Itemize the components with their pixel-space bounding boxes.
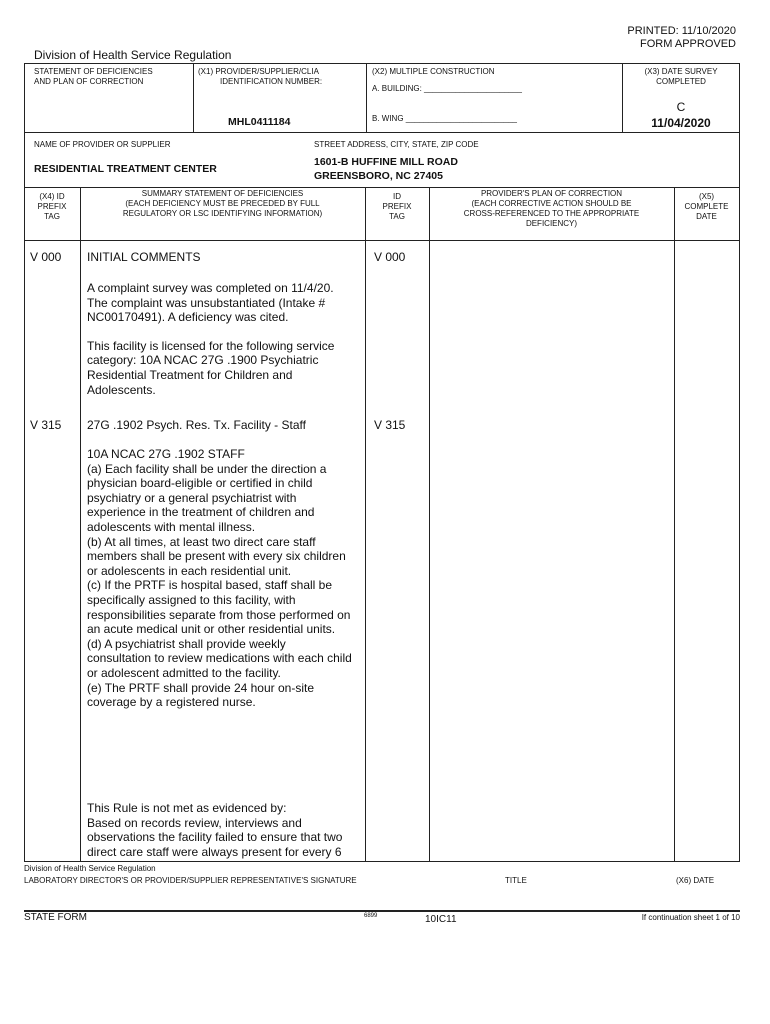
address-label: STREET ADDRESS, CITY, STATE, ZIP CODE: [314, 140, 479, 149]
title-label: TITLE: [505, 876, 527, 885]
x3-label-2: COMPLETED: [656, 77, 706, 86]
x4-line-1: (X4) ID: [39, 192, 65, 201]
entry-body-evidence: [87, 801, 367, 859]
agency-title: Division of Health Service Regulation: [34, 48, 232, 62]
id-line-2: PREFIX: [382, 202, 412, 211]
body-bottom-border: [24, 861, 740, 862]
entry-title-initial-comments: INITIAL COMMENTS: [87, 250, 201, 264]
id-line-3: TAG: [389, 212, 405, 221]
survey-date: 11/04/2020: [651, 116, 711, 130]
divider-x1: [193, 63, 194, 133]
paragraph: 10A NCAC 27G .1902 STAFF (a) Each facility shall be under the direction a physician board-eligible or certified in child psychiatry or a general psychiatrist with experience in the treatment of children and adolescents with mental illness. (b) At all times, at least two direct care staff members shall be present with every six children or adolescents in each residential unit. (c) If the PRTF is hospital based, staff shall be specifically assigned to this facility, with responsibilities separate from those performed on an acute medical unit or other residential units. (d) A psychiatrist shall provide weekly consultation to review medications with each child or adolescent admitted to the facility. (e) The PRTF shall provide 24 hour on-site coverage by a registered nurse.: [87, 447, 352, 710]
summary-line-3: REGULATORY OR LSC IDENTIFYING INFORMATION): [122, 209, 323, 218]
x4-line-3: TAG: [44, 212, 60, 221]
entry-body-initial: [87, 281, 367, 411]
x2-label: (X2) MULTIPLE CONSTRUCTION: [372, 67, 495, 76]
provider-name: RESIDENTIAL TREATMENT CENTER: [34, 163, 217, 175]
entry-tag-right-v315: V 315: [374, 418, 406, 432]
printed-date: PRINTED: 11/10/2020: [627, 25, 736, 37]
statement-label-1: STATEMENT OF DEFICIENCIES: [34, 67, 153, 76]
plan-line-2: (EACH CORRECTIVE ACTION SHOULD BE: [471, 199, 632, 208]
summary-line-1: SUMMARY STATEMENT OF DEFICIENCIES: [141, 189, 304, 198]
entry-tag-v000: V 000: [30, 250, 62, 264]
footer-agency: Division of Health Service Regulation: [24, 864, 156, 873]
building-label: A. BUILDING: ______________________: [372, 84, 522, 93]
entry-body-staff: [87, 447, 367, 724]
right-border: [739, 63, 740, 241]
top-border: [24, 63, 740, 64]
entry-title-staff: 27G .1902 Psych. Res. Tx. Facility - Staff: [87, 418, 306, 432]
statement-label-2: AND PLAN OF CORRECTION: [34, 77, 144, 86]
form-number: 6899: [364, 913, 378, 919]
x3-label-1: (X3) DATE SURVEY: [644, 67, 718, 76]
x1-label-2: IDENTIFICATION NUMBER:: [220, 77, 323, 86]
col-divider-4: [674, 187, 675, 862]
x5-line-2: COMPLETE: [684, 202, 729, 211]
wing-label: B. WING _________________________: [372, 114, 518, 123]
paragraph: This facility is licensed for the following service category: 10A NCAC 27G .1900 Psychiatric Residential Treatment for Children and Adolescents.: [87, 338, 335, 397]
address-line-1: 1601-B HUFFINE MILL ROAD: [314, 156, 458, 168]
provider-name-label: NAME OF PROVIDER OR SUPPLIER: [34, 140, 171, 149]
date-label: (X6) DATE: [676, 876, 715, 885]
form-approved: FORM APPROVED: [640, 38, 736, 50]
x1-label-1: (X1) PROVIDER/SUPPLIER/CLIA: [198, 67, 319, 76]
box-divider-2: [24, 187, 740, 188]
id-line-1: ID: [393, 192, 401, 201]
body-right-border: [739, 240, 740, 862]
id-header: [365, 192, 429, 222]
box-divider-3: [24, 240, 740, 241]
x5-line-1: (X5): [698, 192, 715, 201]
x5-header: [674, 192, 739, 222]
x3-code: C: [676, 100, 686, 114]
plan-header: [429, 189, 674, 229]
signature-label: LABORATORY DIRECTOR'S OR PROVIDER/SUPPLIER REPRESENTATIVE'S SIGNATURE: [24, 876, 357, 885]
x4-line-2: PREFIX: [37, 202, 67, 211]
entry-tag-right-v000: V 000: [374, 250, 406, 264]
plan-line-4: DEFICIENCY): [525, 219, 578, 228]
col-divider-3: [429, 187, 430, 862]
summary-line-2: (EACH DEFICIENCY MUST BE PRECEDED BY FULL: [125, 199, 320, 208]
body-left-border: [24, 240, 25, 862]
event-id: 10IC11: [425, 914, 457, 925]
continuation-sheet: If continuation sheet 1 of 10: [641, 913, 740, 922]
col-divider-1: [80, 187, 81, 862]
x4-header: [24, 192, 80, 222]
plan-line-1: PROVIDER'S PLAN OF CORRECTION: [480, 189, 623, 198]
paragraph: This Rule is not met as evidenced by: Based on records review, interviews and observations the facility failed to ensure that two direct care staff were always present for every 6: [87, 801, 343, 859]
address-line-2: GREENSBORO, NC 27405: [314, 170, 443, 182]
divider-x2: [366, 63, 367, 133]
footer-rule: [24, 910, 740, 912]
paragraph: A complaint survey was completed on 11/4/20. The complaint was unsubstantiated (Intake # NC00170491). A deficiency was cited.: [87, 281, 334, 325]
plan-line-3: CROSS-REFERENCED TO THE APPROPRIATE: [463, 209, 640, 218]
entry-tag-v315: V 315: [30, 418, 62, 432]
x5-line-3: DATE: [696, 212, 717, 221]
box-divider-1: [24, 132, 740, 133]
provider-id: MHL0411184: [228, 116, 291, 128]
summary-header: [80, 189, 365, 219]
state-form-label: STATE FORM: [24, 912, 87, 923]
